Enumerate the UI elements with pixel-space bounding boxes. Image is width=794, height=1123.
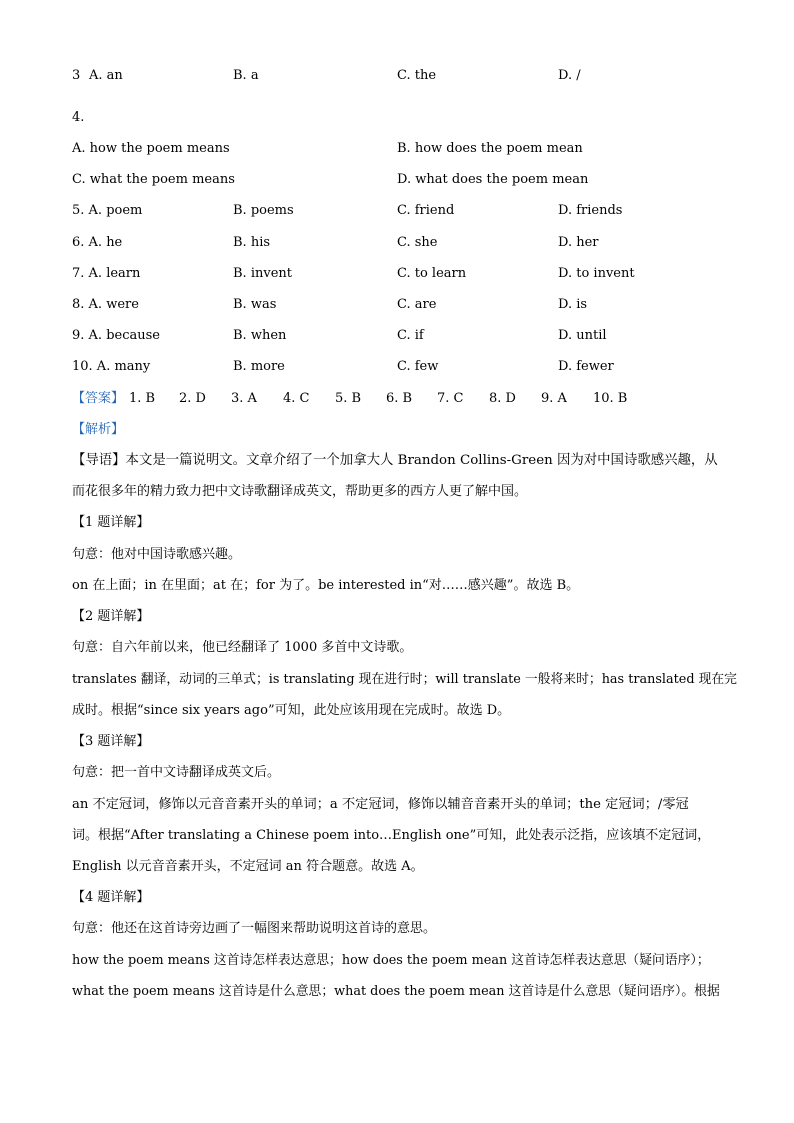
answer-item: 3. A [231, 391, 257, 406]
q5-option-c: C. friend [397, 203, 455, 218]
answer-item: 2. D [179, 391, 206, 406]
answer-item: 10. B [593, 391, 628, 406]
answer-item: 8. D [489, 391, 516, 406]
detail-4-explanation: what the poem means 这首诗是什么意思；what does the poem mean 这首诗是什么意思（疑问语序）。根据 [72, 984, 720, 999]
q5-option-d: D. friends [558, 203, 623, 218]
detail-3-title: 【3 题详解】 [72, 734, 150, 749]
q6-option-d: D. her [558, 235, 599, 250]
detail-4-explanation: how the poem means 这首诗怎样表达意思；how does the poem mean 这首诗怎样表达意思（疑问语序）； [72, 953, 710, 968]
q9-option-a: 9. A. because [72, 328, 160, 343]
q10-option-d: D. fewer [558, 359, 614, 374]
q3-option-d: D. / [558, 68, 581, 83]
detail-3-explanation: 词。根据“After translating a Chinese poem into…English one”可知，此处表示泛指，应该填不定冠词， [72, 828, 711, 843]
q7-option-a: 7. A. learn [72, 266, 141, 281]
detail-3-explanation: an 不定冠词，修饰以元音音素开头的单词；a 不定冠词，修饰以辅音音素开头的单词；the 定冠词；/零冠 [72, 797, 689, 812]
detail-2-explanation: translates 翻译，动词的三单式；is translating 现在进行时；will translate 一般将来时；has translated 现在完 [72, 672, 737, 687]
detail-2-explanation: 成时。根据“since six years ago”可知，此处应该用现在完成时。故选 D。 [72, 703, 511, 718]
detail-2-meaning: 句意：自六年前以来，他已经翻译了 1000 多首中文诗歌。 [72, 640, 413, 655]
q5-option-b: B. poems [233, 203, 294, 218]
q6-option-c: C. she [397, 235, 438, 250]
answer-item: 1. B [129, 391, 156, 406]
q4-number: 4. [72, 110, 85, 125]
q9-option-c: C. if [397, 328, 424, 343]
analysis-label: 【解析】 [72, 422, 125, 437]
q4-option-b: B. how does the poem mean [397, 141, 583, 156]
q4-option-c: C. what the poem means [72, 172, 235, 187]
answer-item: 5. B [335, 391, 362, 406]
q9-option-d: D. until [558, 328, 607, 343]
q6-option-a: 6. A. he [72, 235, 123, 250]
q8-option-b: B. was [233, 297, 277, 312]
q3-option-a: A. an [89, 68, 123, 83]
detail-4-title: 【4 题详解】 [72, 890, 150, 905]
q7-option-b: B. invent [233, 266, 292, 281]
detail-3-explanation: English 以元音音素开头，不定冠词 an 符合题意。故选 A。 [72, 859, 424, 874]
q4-option-a: A. how the poem means [72, 141, 230, 156]
detail-4-meaning: 句意：他还在这首诗旁边画了一幅图来帮助说明这首诗的意思。 [72, 921, 437, 936]
q10-option-a: 10. A. many [72, 359, 151, 374]
q4-option-d: D. what does the poem mean [397, 172, 589, 187]
detail-1-explanation: on 在上面；in 在里面；at 在；for 为了。be interested in“对……感兴趣”。故选 B。 [72, 578, 580, 593]
answer-item: 7. C [437, 391, 464, 406]
q7-option-c: C. to learn [397, 266, 467, 281]
detail-1-meaning: 句意：他对中国诗歌感兴趣。 [72, 547, 242, 562]
answer-item: 4. C [283, 391, 310, 406]
q9-option-b: B. when [233, 328, 287, 343]
intro-line: 而花很多年的精力致力把中文诗歌翻译成英文，帮助更多的西方人更了解中国。 [72, 484, 528, 499]
intro-line: 【导语】本文是一篇说明文。文章介绍了一个加拿大人 Brandon Collins-Green 因为对中国诗歌感兴趣，从 [72, 453, 718, 468]
q10-option-b: B. more [233, 359, 285, 374]
q3-option-b: B. a [233, 68, 259, 83]
q3-number: 3 [72, 68, 81, 83]
q10-option-c: C. few [397, 359, 439, 374]
q8-option-c: C. are [397, 297, 437, 312]
detail-1-title: 【1 题详解】 [72, 515, 150, 530]
answer-item: 9. A [541, 391, 567, 406]
q6-option-b: B. his [233, 235, 271, 250]
q8-option-d: D. is [558, 297, 588, 312]
q7-option-d: D. to invent [558, 266, 635, 281]
answer-item: 6. B [386, 391, 413, 406]
detail-2-title: 【2 题详解】 [72, 609, 150, 624]
q8-option-a: 8. A. were [72, 297, 139, 312]
answer-label: 【答案】 [72, 391, 125, 406]
q5-option-a: 5. A. poem [72, 203, 143, 218]
detail-3-meaning: 句意：把一首中文诗翻译成英文后。 [72, 765, 281, 780]
q3-option-c: C. the [397, 68, 437, 83]
